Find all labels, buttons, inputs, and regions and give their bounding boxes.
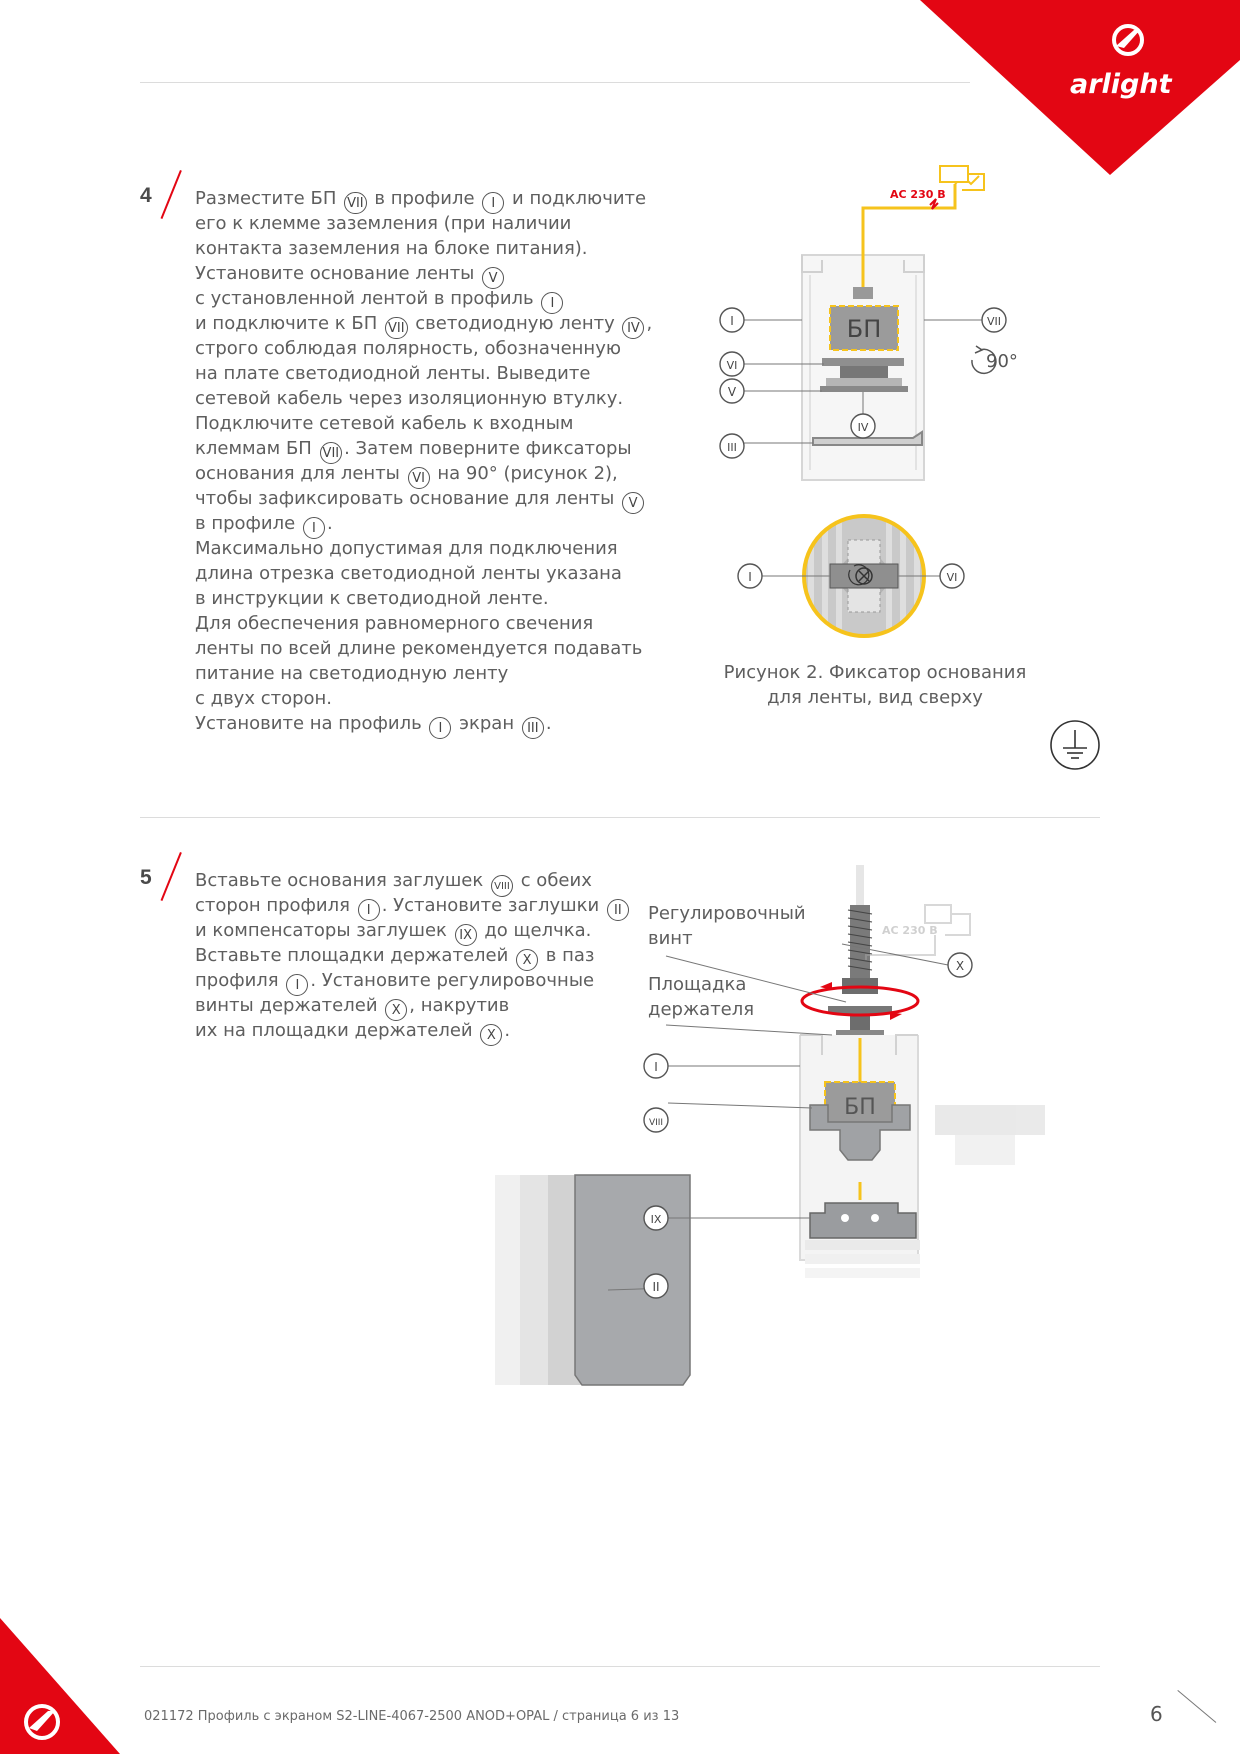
top-divider <box>140 82 970 83</box>
text-fragment: основания для ленты <box>195 463 406 484</box>
text-fragment: , накрутив <box>409 995 510 1016</box>
text-fragment: . Затем поверните фиксаторы <box>344 438 632 459</box>
roman-numeral-marker: X <box>480 1024 502 1046</box>
text-fragment: . <box>545 713 552 734</box>
text-fragment: в паз <box>540 945 595 966</box>
svg-text:I: I <box>748 570 752 584</box>
text-fragment: и подключите к БП <box>195 313 383 334</box>
rotation-90-label: 90° <box>986 351 1018 372</box>
roman-numeral-marker: IV <box>622 317 644 339</box>
text-fragment: Для обеспечения равномерного свечения <box>195 613 594 634</box>
roman-numeral-marker: IX <box>455 924 477 946</box>
text-fragment: Вставьте площадки держателей <box>195 945 515 966</box>
text-fragment: клеммам БП <box>195 438 318 459</box>
top-right-brand-corner <box>920 0 1240 175</box>
holder-pad-label: Площадка держателя <box>648 974 755 1020</box>
text-fragment: . Установите заглушки <box>381 895 605 916</box>
text-line <box>195 236 652 261</box>
text-fragment: чтобы зафиксировать основание для ленты <box>195 488 621 509</box>
text-fragment: в инструкции к светодиодной ленте. <box>195 588 549 609</box>
marker-X-step5 <box>948 953 972 977</box>
text-fragment: Установите основание ленты <box>195 263 481 284</box>
marker-I-fig2 <box>738 564 762 588</box>
svg-text:VI: VI <box>726 359 738 372</box>
text-fragment: на плате светодиодной ленты. Выведите <box>195 363 591 384</box>
text-fragment: . <box>326 513 333 534</box>
text-fragment: в профиле <box>195 513 301 534</box>
page-number: 6 <box>1150 1702 1163 1726</box>
text-line <box>195 386 652 411</box>
roman-numeral-marker: I <box>429 717 451 739</box>
marker-VI-top <box>720 352 744 376</box>
text-fragment: и компенсаторы заглушек <box>195 920 453 941</box>
roman-numeral-marker: X <box>516 949 538 971</box>
text-fragment: с установленной лентой в профиль <box>195 288 540 309</box>
bottom-left-brand-corner <box>0 1610 120 1754</box>
text-line <box>195 311 652 336</box>
roman-numeral-marker: II <box>607 899 629 921</box>
step-4-number: 4 <box>140 184 152 207</box>
text-line <box>195 361 652 386</box>
svg-text:VI: VI <box>946 571 958 584</box>
text-line <box>195 561 652 586</box>
text-line <box>195 711 652 736</box>
text-fragment: и подключите <box>506 188 647 209</box>
text-fragment: сторон профиля <box>195 895 356 916</box>
roman-numeral-marker: VII <box>320 442 343 464</box>
end-cap-shape <box>575 1175 690 1385</box>
ac-label-faded: AC 230 B <box>882 924 938 937</box>
text-line <box>195 411 652 436</box>
text-line <box>195 261 652 286</box>
text-fragment: , <box>646 313 653 334</box>
text-fragment: его к клемме заземления (при наличии <box>195 213 572 234</box>
svg-text:I: I <box>654 1060 658 1074</box>
text-fragment: Разместите БП <box>195 188 343 209</box>
text-fragment: ленты по всей длине рекомендуется подавать <box>195 638 643 659</box>
text-line <box>195 611 652 636</box>
roman-numeral-marker: V <box>482 267 504 289</box>
page-corner-slash <box>1177 1690 1216 1723</box>
svg-text:V: V <box>727 385 737 399</box>
footer-divider <box>140 1666 1100 1667</box>
adjusting-screw-label: Регулировочный винт <box>648 903 806 949</box>
text-fragment: с обеих <box>514 870 592 891</box>
text-line <box>195 686 652 711</box>
text-fragment: с двух сторон. <box>195 688 333 709</box>
figure-2-caption: Рисунок 2. Фиксатор основания для ленты, вид сверху <box>723 662 1027 708</box>
step-4-assembly-diagram <box>700 160 1030 500</box>
text-fragment: контакта заземления на блоке питания). <box>195 238 588 259</box>
roman-numeral-marker: VII <box>385 317 408 339</box>
text-line <box>195 186 652 211</box>
marker-II-step5 <box>644 1274 668 1298</box>
psu-label: БП <box>846 315 882 343</box>
svg-text:VIII: VIII <box>648 1118 664 1128</box>
arlight-logo-text: arlight <box>1070 69 1172 100</box>
text-fragment: . <box>504 1020 511 1041</box>
step-4-instructions <box>195 186 652 736</box>
svg-text:III: III <box>727 441 737 454</box>
text-line <box>195 436 652 461</box>
roman-numeral-marker: X <box>385 999 407 1021</box>
text-line <box>195 461 652 486</box>
marker-VII-top <box>982 308 1006 332</box>
roman-numeral-marker: VII <box>344 192 367 214</box>
text-fragment: строго соблюдая полярность, обозначенную <box>195 338 622 359</box>
roman-numeral-marker: I <box>358 899 380 921</box>
ground-symbol-icon <box>1048 718 1102 772</box>
roman-numeral-marker: I <box>482 192 504 214</box>
figure-2-latch-top-view <box>700 500 980 650</box>
roman-numeral-marker: V <box>622 492 644 514</box>
mid-divider <box>140 817 1100 818</box>
text-fragment: в профиле <box>368 188 481 209</box>
marker-III-top <box>720 434 744 458</box>
text-fragment: Подключите сетевой кабель к входным <box>195 413 574 434</box>
roman-numeral-marker: I <box>303 517 325 539</box>
text-line <box>195 636 652 661</box>
text-fragment: длина отрезка светодиодной ленты указана <box>195 563 622 584</box>
marker-VI-fig2 <box>940 564 964 588</box>
marker-I-step5 <box>644 1054 668 1078</box>
roman-numeral-marker: I <box>541 292 563 314</box>
text-fragment: профиля <box>195 970 285 991</box>
psu-label-step5: БП <box>844 1095 876 1120</box>
roman-numeral-marker: VI <box>408 467 430 489</box>
svg-text:I: I <box>730 314 734 328</box>
roman-numeral-marker: I <box>286 974 308 996</box>
text-line <box>195 661 652 686</box>
svg-text:IV: IV <box>857 421 869 434</box>
text-fragment: винты держателей <box>195 995 384 1016</box>
marker-IV-top <box>851 414 875 438</box>
text-fragment: Установите на профиль <box>195 713 428 734</box>
step-4-slash <box>161 170 182 219</box>
text-line <box>195 336 652 361</box>
text-line <box>195 586 652 611</box>
svg-text:X: X <box>955 959 965 973</box>
step-5-assembly-diagram <box>480 860 1070 1390</box>
text-line <box>195 511 652 536</box>
text-line <box>195 486 652 511</box>
ac-label-top: AC 230 B <box>890 188 946 201</box>
text-line <box>195 211 652 236</box>
roman-numeral-marker: VIII <box>491 875 513 897</box>
svg-text:VII: VII <box>986 315 1002 328</box>
footer-document-info: 021172 Профиль с экраном S2-LINE-4067-2500 ANOD+OPAL / страница 6 из 13 <box>144 1709 680 1724</box>
marker-V-top <box>720 379 744 403</box>
text-fragment: экран <box>453 713 520 734</box>
roman-numeral-marker: III <box>522 717 544 739</box>
text-line <box>195 286 652 311</box>
marker-VIII-step5 <box>644 1108 668 1132</box>
text-fragment: их на площадки держателей <box>195 1020 479 1041</box>
text-fragment: светодиодную ленту <box>409 313 621 334</box>
marker-I-top <box>720 308 744 332</box>
svg-text:II: II <box>652 1280 660 1294</box>
text-fragment: Максимально допустимая для подключения <box>195 538 618 559</box>
svg-text:IX: IX <box>650 1213 662 1226</box>
text-fragment: . Установите регулировочные <box>310 970 595 991</box>
text-fragment: питание на светодиодную ленту <box>195 663 509 684</box>
marker-IX-step5 <box>644 1206 668 1230</box>
text-fragment: Вставьте основания заглушек <box>195 870 489 891</box>
text-fragment: сетевой кабель через изоляционную втулку. <box>195 388 624 409</box>
step-5-number: 5 <box>140 866 152 889</box>
text-fragment: на 90° (рисунок 2), <box>431 463 618 484</box>
text-fragment: до щелчка. <box>478 920 592 941</box>
step-5-slash <box>161 852 182 901</box>
text-line <box>195 536 652 561</box>
